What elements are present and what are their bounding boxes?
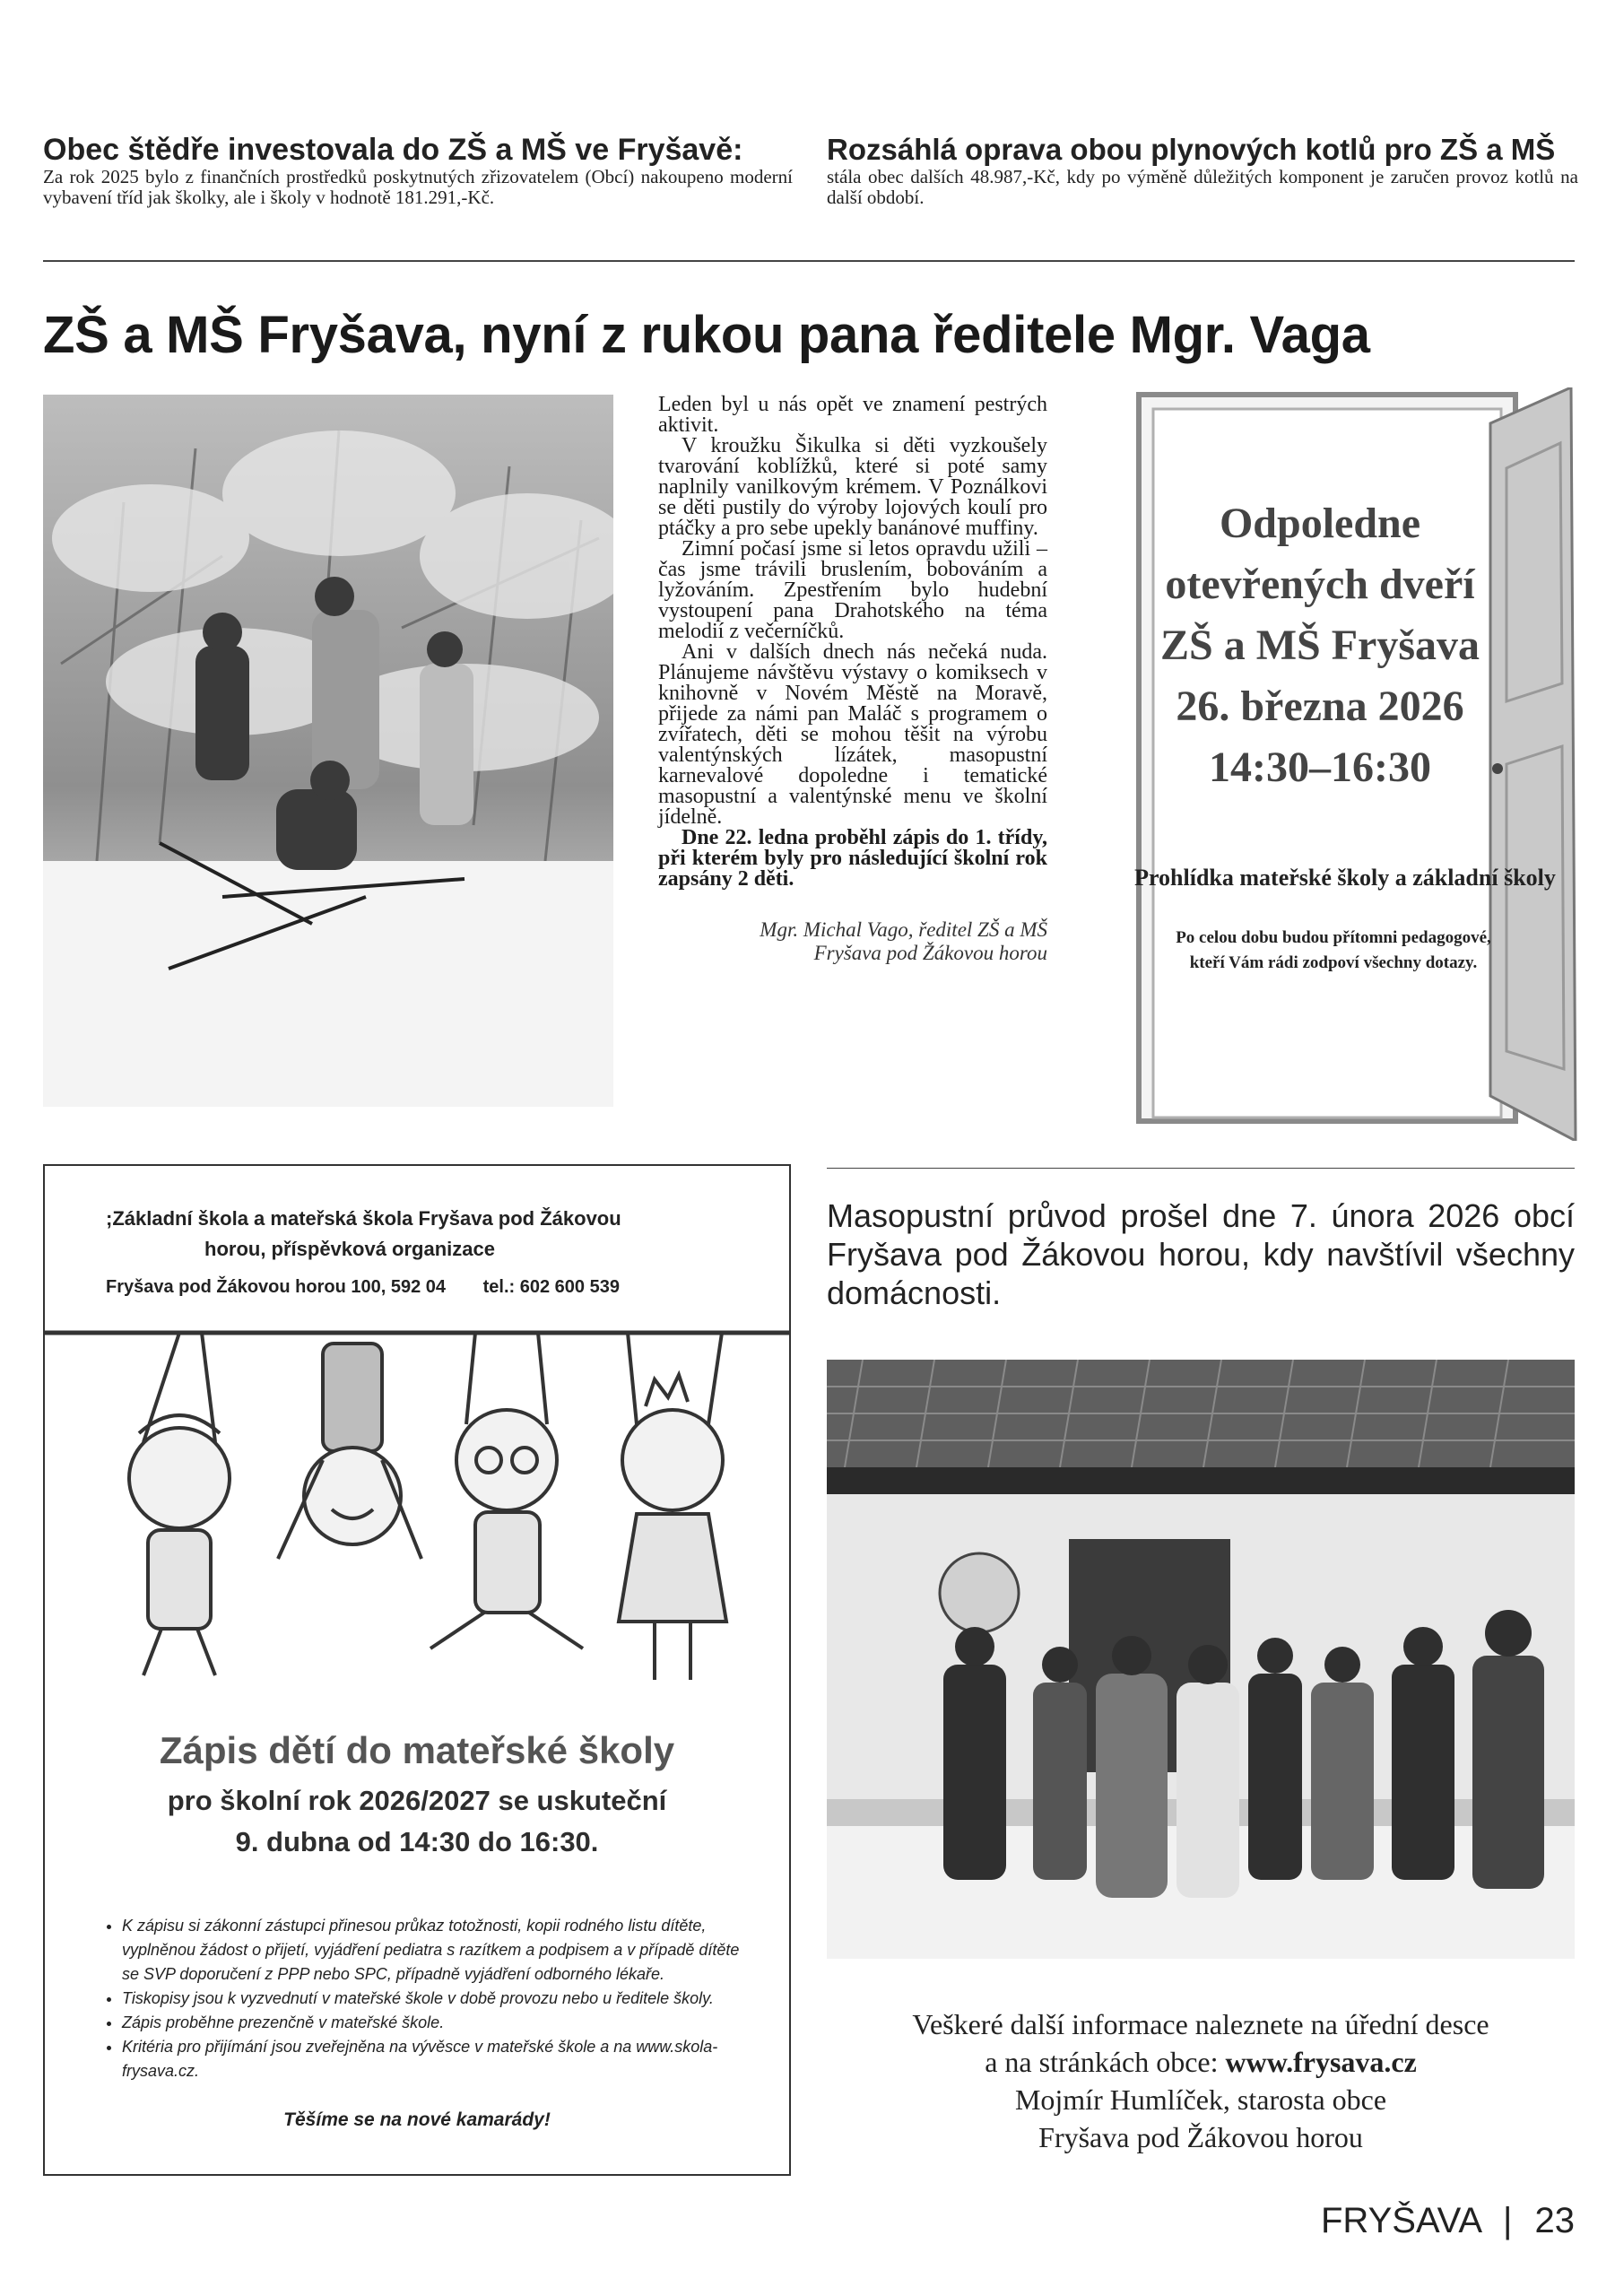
signature-line: Fryšava pod Žákovou horou (813, 942, 1047, 964)
leaflet-org-name: horou, příspěvková organizace (204, 1238, 495, 1260)
list-item: • K zápisu si zákonní zástupci přinesou průkaz totožnosti, kopii rodného listu dítěte, vyplněnou žádost o přijetí, vyjádření pediatra s razítkem a podpisem a v případě dítěte se SVP doporučení z PPP nebo SPC, případně vyjádření odborného lékaře. (122, 1914, 741, 1987)
article-text (658, 395, 1047, 965)
leaflet-org-name: ;Základní škola a mateřská škola Fryšava pod Žákovou (106, 1207, 621, 1230)
poster-line: ZŠ a MŠ Fryšava (1159, 622, 1480, 669)
news-boilers-heading: Rozsáhlá oprava obou plynových kotlů pro ZŠ a MŠ (827, 133, 1556, 166)
skiing-photo-graphic (43, 395, 613, 1107)
divider-top (43, 260, 1575, 262)
poster-note: kteří Vám rádi zodpoví všechny dotazy. (1189, 953, 1478, 972)
page-number: 23 (1534, 2201, 1575, 2240)
page-footer (1291, 2201, 1575, 2241)
parade-caption: Masopustní průvod prošel dne 7. února 2026 obcí Fryšava pod Žákovou horou, kdy navštívil všechny domácnosti. (827, 1197, 1575, 1311)
article-paragraph: Ani v dalších dnech nás nečeká nuda. Plánujeme návštěvu výstavy o komiksech v knihovně v Novém Městě na Moravě, přijede za námi pan Maláč s programem o zvířatech, děti se mohou těšit na výrobu valentýnských lízátek, masopustní karnevalové dopoledne i tematické masopustní a valentýnské menu ve školní jídelně. (658, 640, 1047, 829)
news-boilers-body: stála obec dalších 48.987,-Kč, kdy po výměně důležitých komponent je zaručen provoz kotlů na další období. (827, 166, 1578, 208)
children-hanging-illustration (45, 1326, 789, 1693)
footer-separator: | (1502, 2201, 1513, 2240)
article-paragraph: Leden byl u nás opět ve znamení pestrých aktivit. (658, 393, 1047, 437)
info-line (827, 2043, 1575, 2081)
photo-children-skiing (43, 395, 613, 1107)
divider-parade (827, 1168, 1575, 1169)
poster-line: otevřených dveří (1165, 561, 1475, 608)
info-municipality: Fryšava pod Žákovou horou (1038, 2121, 1363, 2153)
poster-line: Odpoledne (1219, 500, 1421, 547)
news-investment-heading: Obec štědře investovala do ZŠ a MŠ ve Fryšavě: (43, 133, 743, 167)
news-boilers (827, 133, 1578, 208)
open-day-poster (1123, 387, 1580, 1141)
list-item: • Tiskopisy jsou k vyzvednutí v mateřské škole v době provozu nebo u ředitele školy. (122, 1987, 741, 2011)
info-web-prefix: a na stránkách obce: (985, 2046, 1226, 2078)
info-mayor: Mojmír Humlíček, starosta obce (1014, 2083, 1387, 2116)
leaflet-date: 9. dubna od 14:30 do 16:30. (235, 1826, 599, 1857)
poster-date: 26. března 2026 (1176, 683, 1464, 730)
leaflet-address: Fryšava pod Žákovou horou 100, 592 04 (106, 1277, 447, 1297)
leaflet-contact (106, 1272, 751, 1302)
signature-line: Mgr. Michal Vago, ředitel ZŠ a MŠ (760, 918, 1047, 941)
footer-publication-name: FRYŠAVA (1321, 2201, 1480, 2240)
photo-carnival-parade (827, 1360, 1575, 1959)
article-enrolment-note: Dne 22. ledna proběhl zápis do 1. třídy, při kterém byly pro následující školní rok zapsány 2 děti. (658, 826, 1047, 891)
article-paragraph: V kroužku Šikulka si děti vyzkoušely tvarování koblížků, které si poté samy naplnily vanilkovým krémem. V Poználkovi se děti pustily do výroby lojových koulí pro ptáčky a pro sebe upekly banánové muffiny. (658, 434, 1047, 540)
kindergarten-enrolment-leaflet (43, 1164, 791, 2176)
list-item: • Kritéria pro přijímání jsou zveřejněna na vývěsce v mateřské škole a na www.skola-frysava.cz. (122, 2035, 741, 2083)
news-investment-body: Za rok 2025 bylo z finančních prostředků poskytnutých zřizovatelem (Obcí) nakoupeno moderní vybavení tříd jak školky, ale i školy v hodnotě 181.291,-Kč. (43, 166, 793, 208)
article-paragraph: Zimní počasí jsme si letos opravdu užili – čas jsme trávili bruslením, bobováním a lyžováním. Zpestřením bylo hudební vystoupení pana Drahotského na téma melodií z večerníčků. (658, 537, 1047, 643)
leaflet-closing: Těšíme se na nové kamarády! (283, 2109, 551, 2130)
poster-time: 14:30–16:30 (1209, 744, 1431, 791)
poster-subtitle: Prohlídka mateřské školy a základní školy (1134, 865, 1556, 891)
leaflet-requirements-list (95, 1914, 741, 2083)
article-signature (658, 918, 1047, 965)
leaflet-subtitle: pro školní rok 2026/2027 se uskuteční (167, 1785, 667, 1816)
municipality-website-link[interactable]: www.frysava.cz (1225, 2046, 1417, 2078)
info-line: Veškeré další informace naleznete na úřední desce (912, 2008, 1489, 2040)
list-item: • Zápis proběhne prezenčně v mateřské škole. (122, 2011, 741, 2035)
page-title: ZŠ a MŠ Fryšava, nyní z rukou pana ředitele Mgr. Vaga (43, 306, 1370, 364)
poster-note: Po celou dobu budou přítomni pedagogové, (1176, 928, 1491, 947)
leaflet-title: Zápis dětí do mateřské školy (159, 1729, 675, 1771)
contact-info (827, 2005, 1575, 2156)
leaflet-phone: tel.: 602 600 539 (482, 1277, 620, 1297)
parade-photo-graphic (827, 1360, 1575, 1959)
news-investment (43, 133, 793, 208)
